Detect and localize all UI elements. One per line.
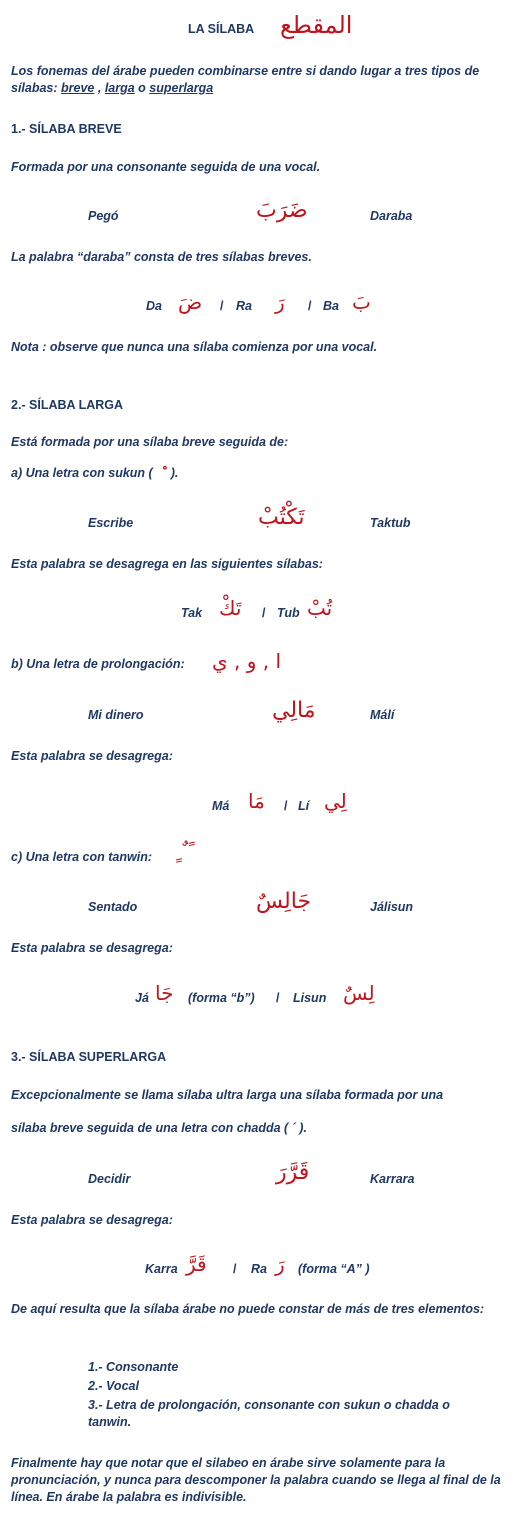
syllable-forma: (forma “A” ) bbox=[298, 1262, 370, 1276]
example-spanish: Escribe bbox=[88, 516, 134, 530]
list-item: 3.- Letra de prolongación, consonante con sukun o chadda o tanwin. bbox=[88, 1398, 450, 1429]
syllable-arabic: لِسٌ bbox=[343, 981, 375, 1005]
syllable-label: Ba bbox=[323, 299, 339, 313]
section-2-desagrega: Esta palabra se desagrega: bbox=[11, 941, 173, 955]
syllable-label: Lí bbox=[298, 799, 310, 813]
syllable-arabic: لِي bbox=[324, 789, 347, 813]
syllable-label: Tub bbox=[277, 606, 300, 620]
syllable-separator: / bbox=[276, 991, 280, 1005]
example-arabic: تَكْتُبْ bbox=[258, 505, 305, 530]
tanwin-marks: ً ٌ ٍ bbox=[174, 839, 187, 863]
section-2-definition: Está formada por una sílaba breve seguida de: bbox=[11, 435, 289, 449]
syllable-label: Ra bbox=[251, 1262, 267, 1276]
section-1-word-note: La palabra “daraba” consta de tres sílabas breves. bbox=[11, 250, 312, 264]
syllable-arabic: رَ bbox=[275, 290, 285, 314]
syllable-label: Má bbox=[212, 799, 230, 813]
prolongation-letters: ا , و , ي bbox=[212, 649, 282, 673]
syllable-label: Lisun bbox=[293, 991, 327, 1005]
sukun-mark bbox=[153, 465, 171, 482]
section-1-definition: Formada por una consonante seguida de una vocal. bbox=[11, 160, 321, 174]
list-item: 2.- Vocal bbox=[88, 1379, 139, 1393]
item-a-label: a) Una letra con sukun ( bbox=[11, 466, 153, 480]
syllable-arabic: مَا bbox=[248, 789, 265, 813]
syllable-arabic: رَ bbox=[275, 1252, 285, 1276]
conclusion-text: De aquí resulta que la sílaba árabe no puede constar de más de tres elementos: bbox=[11, 1302, 485, 1316]
intro-larga: larga bbox=[104, 81, 135, 95]
section-1-heading: 1.- SÍLABA BREVE bbox=[11, 122, 122, 136]
item-c-label: c) Una letra con tanwin: bbox=[11, 850, 152, 864]
section-2-heading: 2.- SÍLABA LARGA bbox=[11, 398, 124, 412]
example-spanish: Mi dinero bbox=[88, 708, 144, 722]
section-3-definition-2: sílaba breve seguida de una letra con chadda ( ´ ). bbox=[11, 1121, 307, 1135]
syllable-separator: / bbox=[308, 299, 312, 313]
example-transliteration: Karrara bbox=[370, 1172, 415, 1186]
intro-paragraph bbox=[11, 63, 506, 97]
example-transliteration: Taktub bbox=[370, 516, 411, 530]
section-1-nota: Nota : observe que nunca una sílaba comienza por una vocal. bbox=[11, 340, 378, 354]
page-title-arabic: المقطع bbox=[280, 11, 353, 39]
syllable-arabic: جَا bbox=[155, 981, 174, 1005]
syllable-label: Ra bbox=[236, 299, 252, 313]
example-arabic: قَرَّرَ bbox=[276, 1160, 310, 1185]
list-item: 1.- Consonante bbox=[88, 1360, 179, 1374]
section-3-heading: 3.- SÍLABA SUPERLARGA bbox=[11, 1050, 167, 1064]
syllable-arabic: تَكْ bbox=[219, 596, 242, 620]
intro-breve: breve bbox=[61, 81, 95, 95]
item-b-label: b) Una letra de prolongación: bbox=[11, 657, 185, 671]
syllable-arabic: بَ bbox=[352, 290, 371, 314]
final-paragraph: Finalmente hay que notar que el silabeo en árabe sirve solamente para la pronunciación, y nunca para descomponer la palabra cuando se llega al final de la línea. En árabe la palabra es indivisible. bbox=[11, 1456, 501, 1504]
syllable-label: Tak bbox=[181, 606, 203, 620]
syllable-separator: / bbox=[262, 606, 266, 620]
item-a-close: ). bbox=[170, 466, 179, 480]
intro-sep: , bbox=[94, 81, 105, 95]
syllable-arabic: ضَ bbox=[178, 290, 203, 314]
syllable-forma: (forma “b”) bbox=[188, 991, 255, 1005]
example-transliteration: Jálisun bbox=[370, 900, 414, 914]
example-spanish: Sentado bbox=[88, 900, 138, 914]
section-2-desagrega: Esta palabra se desagrega: bbox=[11, 749, 173, 763]
example-spanish: Decidir bbox=[88, 1172, 131, 1186]
syllable-arabic: قَرَّ bbox=[186, 1252, 207, 1276]
item-a-line bbox=[11, 465, 178, 482]
syllable-arabic: تُبْ bbox=[307, 596, 333, 620]
intro-text: Los fonemas del árabe pueden combinarse entre si dando lugar a tres tipos de sílabas: bbox=[11, 64, 480, 95]
page-title: LA SÍLABA bbox=[188, 22, 255, 36]
intro-superlarga: superlarga bbox=[149, 81, 214, 95]
example-transliteration: Málí bbox=[370, 708, 395, 722]
example-spanish: Pegó bbox=[88, 209, 119, 223]
syllable-label: Já bbox=[135, 991, 149, 1005]
section-2-desagrega: Esta palabra se desagrega en las siguientes sílabas: bbox=[11, 557, 323, 571]
example-arabic: ضَرَبَ bbox=[256, 198, 308, 223]
example-transliteration: Daraba bbox=[370, 209, 413, 223]
example-arabic: جَالِسٌ bbox=[256, 889, 312, 914]
syllable-label: Da bbox=[146, 299, 162, 313]
syllable-separator: / bbox=[284, 799, 288, 813]
syllable-separator: / bbox=[220, 299, 224, 313]
intro-sep: o bbox=[134, 81, 150, 95]
section-3-definition-1: Excepcionalmente se llama sílaba ultra larga una sílaba formada por una bbox=[11, 1088, 444, 1102]
syllable-separator: / bbox=[233, 1262, 237, 1276]
example-arabic: مَالِي bbox=[272, 698, 316, 723]
syllable-label: Karra bbox=[145, 1262, 178, 1276]
section-3-desagrega: Esta palabra se desagrega: bbox=[11, 1213, 173, 1227]
